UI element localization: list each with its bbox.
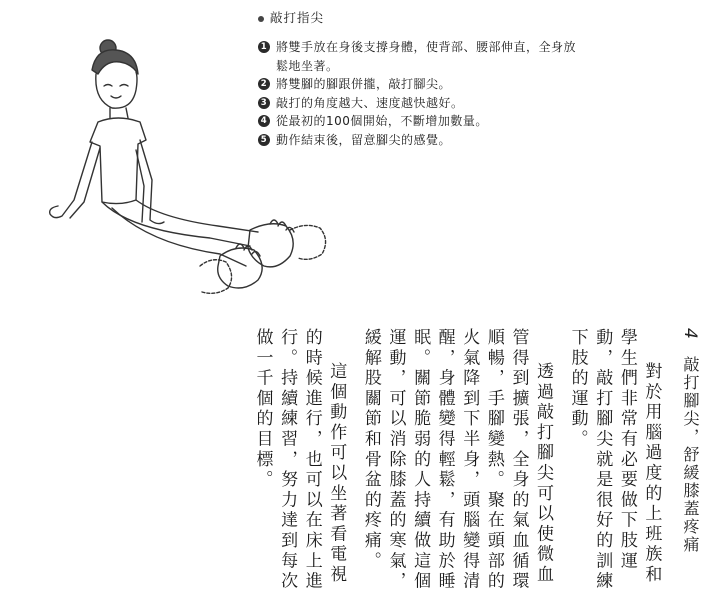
paragraph: 對於用腦過度的上班族和學生們非常有必要做下肢運動，敲打腳尖就是很好的訓練下肢的運動。 [567,328,662,592]
article-body [22,328,702,604]
article-number: 4 [680,328,700,341]
step-number-icon: 3 [258,97,270,109]
instruction-steps [258,38,588,149]
paragraph: 這個動作可以坐著看電視的時候進行，也可以在床上進行。持續練習，努力達到每次做一千個的目標。 [252,328,347,592]
step-text: 敲打的角度越大、速度越快越好。 [276,95,464,110]
step-text: 將雙腳的腳跟併攏，敲打腳尖。 [276,77,452,91]
article-title: 敲打腳尖，舒緩膝蓋疼痛 [681,355,700,554]
step-number-icon: 1 [258,41,270,53]
bullet-dot-icon [258,16,264,22]
step-item [258,131,588,150]
step-item [258,38,588,75]
step-item [258,75,588,94]
paragraph: 透過敲打腳尖可以使微血管得到擴張，全身的氣血循環順暢，手腳變熱。聚在頭部的火氣降到下半身，頭腦變得清醒，身體變得輕鬆，有助於睡眠。關節脆弱的人持續做這個運動，可以消除膝蓋的寒氣，緩解股關節和骨盆的疼痛。 [360,328,554,592]
step-number-icon: 4 [258,115,270,127]
step-text: 從最初的100個開始，不斷增加數量。 [276,114,488,128]
step-item [258,94,588,113]
step-number-icon: 5 [258,134,270,146]
step-text: 將雙手放在身後支撐身體，使背部、腰部伸直，全身放鬆地坐著。 [276,40,577,73]
step-item [258,112,588,131]
article-heading [677,328,702,604]
step-text: 動作結束後，留意腳尖的感覺。 [276,132,452,147]
step-number-icon: 2 [258,78,270,90]
instructions-title: 敲打指尖 [258,8,324,26]
